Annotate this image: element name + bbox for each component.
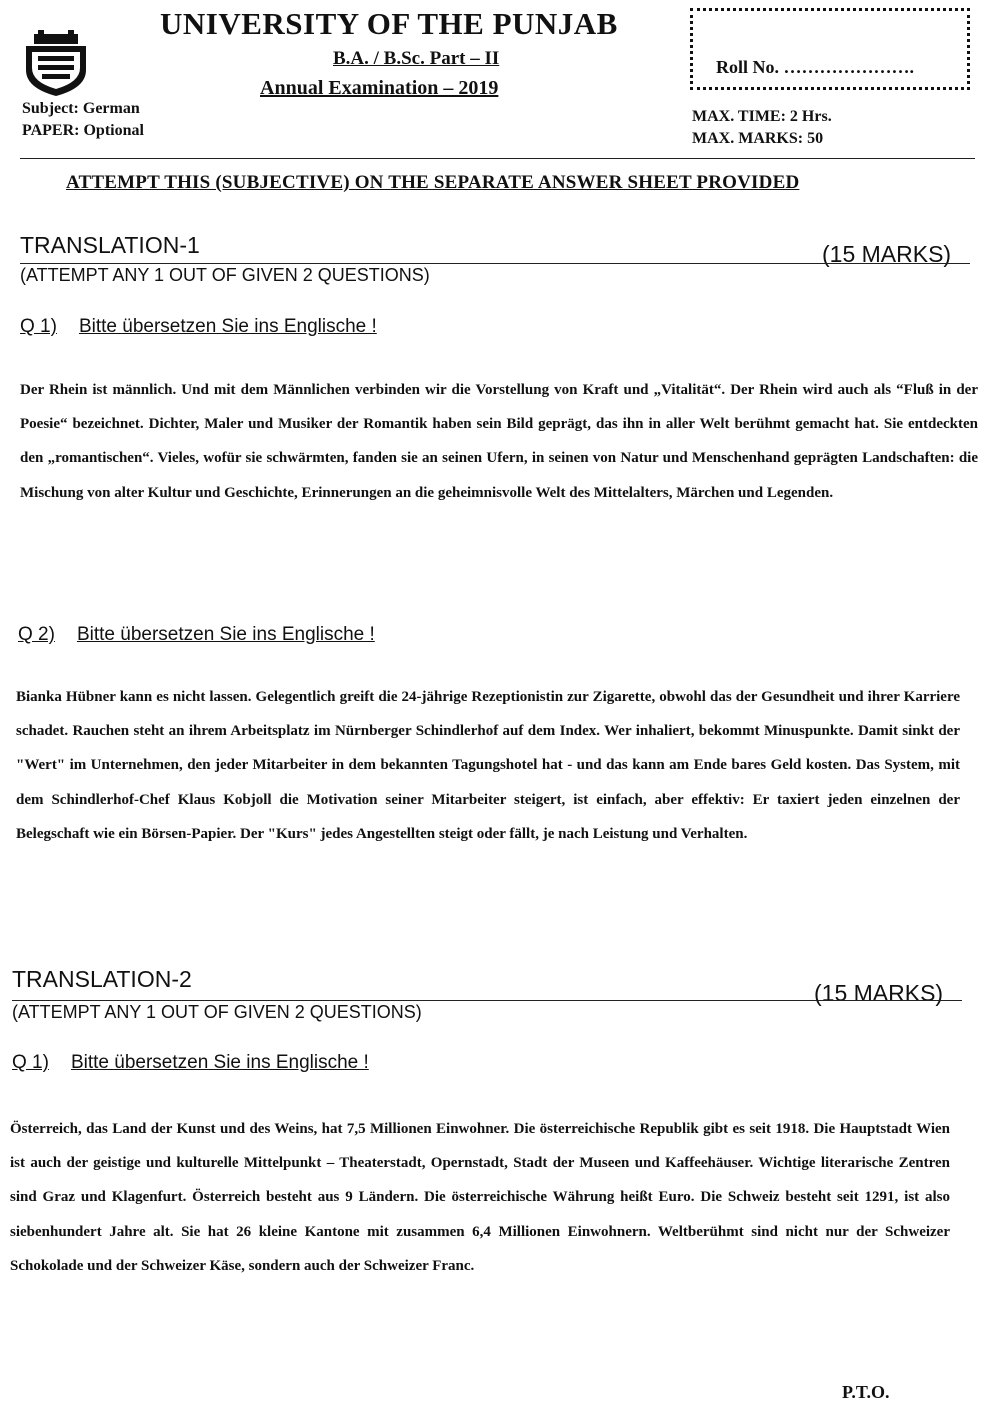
paper-label: PAPER: Optional — [22, 122, 144, 139]
header-divider — [20, 158, 975, 159]
question-heading — [20, 316, 377, 338]
section-title: TRANSLATION-2 — [12, 966, 192, 992]
question-prompt: Bitte übersetzen Sie ins Englische ! — [78, 316, 377, 337]
section-marks: (15 MARKS) — [822, 241, 952, 267]
section-marks: (15 MARKS) — [814, 980, 944, 1006]
question-number: Q 1) — [20, 316, 57, 337]
question-passage: Österreich, das Land der Kunst und des Weins, hat 7,5 Millionen Einwohner. Die österreichische Republik gibt es seit 1918. Die Hauptstadt Wien ist auch der geistige und kulturelle Mittelpunkt – Theaterstadt, Opernstadt, Stadt der Museen und Kaffeehäuser. Wichtige literarische Zentren sind Graz und Klagenfurt. Österreich besteht aus 9 Ländern. Die österreichische Währung heißt Euro. Die Schweiz besteht seit 1291, ist also siebenhundert Jahre alt. Sie hat 26 kleine Kantone mit zusammen 6,4 Millionen Einwohnern. Weltberühmt sind nicht nur der Schweizer Schokolade und der Schweizer Käse, sondern auch der Schweizer Franc. — [10, 1121, 950, 1274]
section-title: TRANSLATION-1 — [20, 232, 200, 258]
program-part: B.A. / B.Sc. Part – II — [333, 48, 500, 69]
question-number: Q 2) — [18, 624, 55, 645]
max-marks: MAX. MARKS: 50 — [692, 130, 824, 147]
university-title: UNIVERSITY OF THE PUNJAB — [160, 6, 618, 41]
section-instruction: (ATTEMPT ANY 1 OUT OF GIVEN 2 QUESTIONS) — [12, 1002, 422, 1022]
question-passage: Der Rhein ist männlich. Und mit dem Männlichen verbinden wir die Vorstellung von Kraft und „Vitalität“. Der Rhein wird auch als “Fluß in der Poesie“ bezeichnet. Dichter, Maler und Musiker der Romantik haben sein Bild geprägt, das ihn in aller Welt berühmt gemacht hat. Sie entdeckten den „romantischen“. Vieles, wofür sie schwärmten, fanden sie an seinen Ufern, in seinen von Natur und Menschenhand geprägten Landschaften: die Mischung von alter Kultur und Geschichte, Erinnerungen an die geheimnisvolle Welt des Mittelalters, Märchen und Legenden. — [20, 382, 978, 501]
question-passage: Bianka Hübner kann es nicht lassen. Gelegentlich greift die 24-jährige Rezeptionistin zur Zigarette, obwohl das der Gesundheit und ihrer Karriere schadet. Rauchen steht an ihrem Arbeitsplatz im Nürnberger Schindlerhof auf dem Index. Wer inhaliert, bekommt Minuspunkte. Damit sinkt der "Wert" im Unternehmen, den jeder Mitarbeiter in dem bekannten Tagungshotel hat - und das kann am Ende bares Geld kosten. Das System, mit dem Schindlerhof-Chef Klaus Kobjoll die Motivation seiner Mitarbeiter steigert, ist einfach, aber effektiv: Er taxiert jeden einzelnen der Belegschaft wie ein Börsen-Papier. Der "Kurs" jedes Angestellten steigt oder fällt, je nach Leistung und Verhalten. — [16, 689, 960, 842]
roll-number-field: Roll No. …………………. — [716, 57, 914, 77]
page-turn-over: P.T.O. — [842, 1382, 890, 1402]
question-heading — [18, 624, 375, 646]
exam-title: Annual Examination – 2019 — [260, 77, 499, 99]
max-time: MAX. TIME: 2 Hrs. — [692, 108, 832, 125]
section-instruction: (ATTEMPT ANY 1 OUT OF GIVEN 2 QUESTIONS) — [20, 265, 430, 285]
section-rule — [12, 1000, 962, 1001]
section-rule — [20, 263, 970, 264]
question-heading — [12, 1052, 369, 1074]
question-number: Q 1) — [12, 1052, 49, 1073]
question-prompt: Bitte übersetzen Sie ins Englische ! — [76, 624, 375, 645]
question-prompt: Bitte übersetzen Sie ins Englische ! — [70, 1052, 369, 1073]
university-crest-logo — [20, 30, 92, 98]
subject-label: Subject: German — [22, 100, 140, 117]
general-instruction: ATTEMPT THIS (SUBJECTIVE) ON THE SEPARATE ANSWER SHEET PROVIDED — [66, 172, 800, 193]
